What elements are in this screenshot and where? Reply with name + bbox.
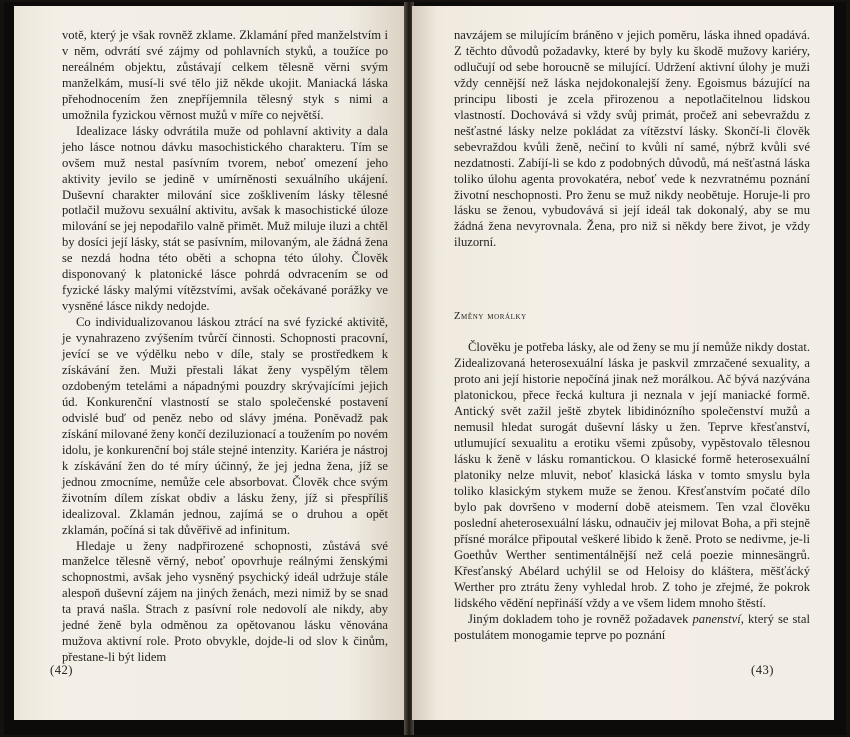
- paragraph: Co individualizovanou láskou ztrácí na své fyzické aktivitě, je vynahrazeno zvýšením tvůrčí činnosti. Schopnosti pracovní, jevící se ve výdělku nebo v díle, staly se prostředkem k získávání žen. Muži přestali lákat ženy vyspělým tělem ozdobeným tetelámi a nápadnými pouzdry skrývajícími jejich úd. Konkurenční vlastností se stalo společenské postavení odvislé buď od peněz nebo od slávy jména. Poněvadž pak získání milované ženy končí deziluzionací a toužením po novém idolu, je konkurenční boj stále stejné intenzity. Kariéra je nástroj k získávání žen do té míry účinný, že jej jedna žena, jíž se jednou zmocníme, nemůže cele absorbovat. Člověk chce svým životním dílem získat obdiv a lásku ženy, jíž si přespříliš idealizoval. Zklamán jednou, zajímá se o druhou a opět zklamán, počíná si tak důvěřivě ad infinitum.: [62, 315, 388, 537]
- paragraph-text: Jiným dokladem toho je rovněž požadavek: [468, 611, 693, 626]
- paragraph-text: , který se stal postulátem monogamie teprve po poznání: [454, 611, 810, 642]
- paragraph: votě, který je však rovněž zklame. Zklamání před manželstvím i v něm, odvrátí své zájmy od pohlavních styků, a toužíce po nereálném objektu, zůstávají celkem tělesně věrni svým manželkám, musí-li své tělo již někde ukojit. Maniacká láska přehodnocením žen znepříjemnila tělesný styk s nimi a umožnila fyzickou věrnost mužů v míře co největší.: [62, 28, 388, 122]
- right-page: [412, 6, 834, 720]
- open-book: [4, 2, 846, 735]
- section-heading: Změny morálky: [454, 311, 527, 323]
- page-number-left: (42): [50, 663, 73, 677]
- emphasized-word: panenství: [692, 611, 741, 626]
- paragraph: Člověku je potřeba lásky, ale od ženy se mu jí nemůže nikdy dostat. Zidealizovaná heterosexuální láska je paskvil zmrzačené sexuality, a proto ani její historie nepočíná jinak než morálkou. Ač bývá nazývána platonickou, přece řecká kultura ji neznala v její maniacké formě. Antický svět zažil ještě zbytek libidinózního společenství mužů a nemusil hledat surogát duševní lásky u žen. Teprve křesťanství, utlumující sexualitu a erotiku všemi způsoby, vypěstovalo tělesnou lásku k ženě v lásku romantickou. O klasické formě heterosexuální platoniky nelze mluvit, neboť klasická láska v tomto smyslu byla toliko klasickým stykem muže se ženou. Křesťanstvím počaté dílo bylo pak dovršeno v moderní době ateismem. Ten vzal člověku poslední aheterosexuální lásku, odnaučiv jej milovat Boha, a při stejně přísné morálce připoutal veškeré libido k ženě. Proto se nedivme, je-li Goethův Werther sentimentálnější než celá poezie minnesängrů. Křesťanský Abélard uchýlil se od Heloisy do kláštera, měšťácký Werther pro ztrátu ženy vyhledal hrob. Z toho je zřejmé, že pokrok lidského vědění nepřináší vždy a ve všem lidem mnoho štěstí.: [454, 340, 810, 610]
- left-page-text: [62, 28, 388, 666]
- left-page: [14, 6, 406, 720]
- paragraph: navzájem se milujícím bráněno v jejich poměru, láska ihned opadává. Z těchto důvodů požadavky, které by byly ku škodě mužovy kariéry, odlučují od sebe horoucně se milující. Udržení aktivní úlohy je muži vždy cennější než láska nejdokonalejší ženy. Egoismus bázující na principu libosti je zcela přirozenou a nepotlačitelnou lidskou vlastností. Dochovává si vždy svůj primát, pročež ani sebevraždu z nešťastné lásky nelze pokládat za vítězství lásky. Skončí-li člověk sebevraždou kvůli ženě, nečiní to kvůli ní samé, nýbrž kvůli své nezdatnosti. Zabíjí-li se kdo z podobných důvodů, má nešťastná láska toliko úlohu agenta provokatéra, neboť vede k nezvratnému poznání životní neschopnosti. Pro ženu se muž nikdy neobětuje. Horuje-li pro lásku se ženou, vybudovává si její ideál tak dokonalý, aby se mu žádná žena nevyrovnala. Žena, pro niž si někdy bere život, je vždy iluzorní.: [454, 28, 810, 250]
- paragraph: Hledaje u ženy nadpřirozené schopnosti, zůstává své manželce tělesně věrný, neboť opovrhuje reálnými ženskými schopnostmi, avšak jeho vysněný psychický ideál udržuje stále alespoň duševní zájem na jiných ženách, mezi nimiž by se snad ta pravá našla. Strach z pasívní role nedovolí ale nikdy, aby jedné ženě byla odměnou za opětovanou lásku věnována mužova aktivní role. Proto obvykle, dojde-li od slov k činům, přestane-li být lidem: [62, 538, 388, 665]
- paragraph: Idealizace lásky odvrátila muže od pohlavní aktivity a dala jeho lásce notnou dávku masochistického charakteru. Tím se ovšem muž nestal pasívním tvorem, neboť omezení jeho aktivity jevilo se jedině v umírněnosti sexuálního ukájení. Duševní charakter milování sice zošklivením lásky tělesné potlačil mužovu sexuální aktivitu, avšak k masochistické úloze milování se jej nepodařilo valně přimět. Muž miluje iluzi a chtěl by dosíci její lásky, stát se pasívním, milovaným, ale žádná žena se nezdá hodna této oběti a schopna této úlohy. Člověk disponovaný k platonické lásce pohrdá odvracením se od fyzické lásky malými vítězstvími, avšak očekávané porážky ve vysněné lásce nikdy nedojde.: [62, 123, 388, 314]
- right-page-text: [454, 28, 810, 643]
- page-number-right: (43): [751, 663, 774, 677]
- paragraph: [454, 612, 810, 644]
